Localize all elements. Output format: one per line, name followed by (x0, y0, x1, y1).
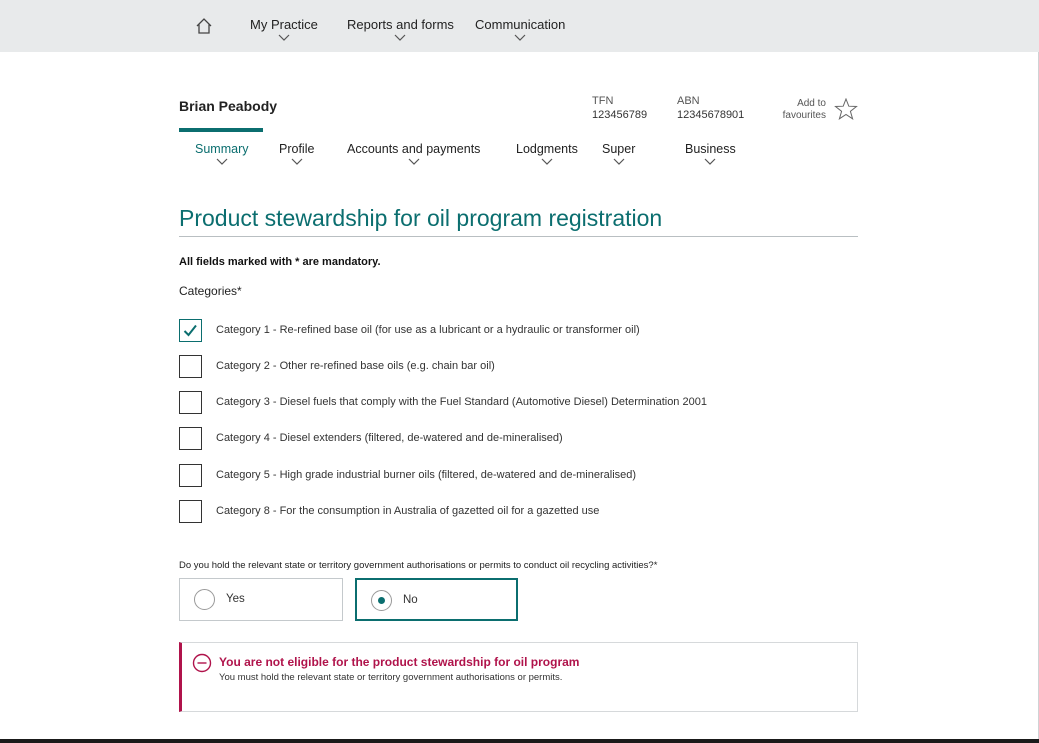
radio-yes-circle (194, 589, 215, 610)
category-option (179, 464, 859, 488)
star-icon (834, 98, 858, 120)
nav-communication-label: Communication (475, 17, 566, 32)
tab-profile[interactable] (279, 142, 314, 165)
client-name: Brian Peabody (179, 98, 278, 114)
nav-my-practice-label: My Practice (250, 17, 318, 32)
nav-communication[interactable] (475, 17, 565, 41)
favourites-label (783, 98, 826, 122)
chevron-down-icon (408, 158, 420, 165)
checkmark-icon (180, 320, 201, 341)
radio-selected-dot (378, 597, 385, 604)
tab-summary-label: Summary (195, 142, 249, 156)
top-navigation (0, 0, 1039, 52)
add-to-favourites-button[interactable] (780, 98, 860, 124)
tfn-block (592, 94, 647, 122)
category-5-checkbox[interactable] (179, 464, 202, 487)
eligibility-error-alert (179, 642, 858, 712)
home-icon[interactable] (194, 16, 214, 36)
tab-profile-label: Profile (279, 142, 315, 156)
tab-accounts-and-payments[interactable] (347, 142, 480, 165)
category-option (179, 355, 859, 379)
chevron-down-icon (613, 158, 625, 165)
category-5-label: Category 5 - High grade industrial burner oils (filtered, de-watered and de-mineralised) (216, 469, 637, 481)
chevron-down-icon (394, 34, 406, 41)
nav-reports-and-forms[interactable] (347, 17, 454, 41)
abn-label: ABN (677, 95, 700, 107)
tfn-value: 123456789 (592, 109, 648, 121)
favourites-label-line2: favourites (782, 110, 826, 121)
title-divider (179, 236, 858, 237)
tab-lodgments-label: Lodgments (516, 142, 578, 156)
category-8-checkbox[interactable] (179, 500, 202, 523)
category-8-label: Category 8 - For the consumption in Australia of gazetted oil for a gazetted use (216, 505, 600, 517)
nav-reports-and-forms-label: Reports and forms (347, 17, 454, 32)
minus-circle-icon (192, 653, 212, 673)
category-option (179, 391, 859, 415)
nav-my-practice[interactable] (250, 17, 318, 41)
category-2-checkbox[interactable] (179, 355, 202, 378)
categories-label: Categories* (179, 284, 242, 298)
page-title: Product stewardship for oil program registration (179, 205, 663, 231)
category-1-checkbox[interactable] (179, 319, 202, 342)
abn-value: 12345678901 (677, 109, 745, 121)
favourites-label-line1: Add to (797, 98, 826, 109)
active-tab-indicator (179, 128, 263, 132)
tab-summary[interactable] (195, 142, 248, 165)
chevron-down-icon (704, 158, 716, 165)
tab-lodgments[interactable] (516, 142, 578, 165)
category-3-label: Category 3 - Diesel fuels that comply with the Fuel Standard (Automotive Diesel) Determination 2001 (216, 396, 707, 408)
abn-block (677, 94, 744, 122)
category-option (179, 319, 859, 343)
permits-question: Do you hold the relevant state or territory government authorisations or permits to conduct oil recycling activities?* (179, 560, 658, 571)
chevron-down-icon (541, 158, 553, 165)
chevron-down-icon (216, 158, 228, 165)
category-4-label: Category 4 - Diesel extenders (filtered, de-watered and de-mineralised) (216, 432, 563, 444)
tab-accounts-and-payments-label: Accounts and payments (347, 142, 481, 156)
radio-option-yes[interactable] (179, 578, 343, 621)
radio-no-circle (371, 590, 392, 611)
radio-option-no[interactable] (355, 578, 518, 621)
category-3-checkbox[interactable] (179, 391, 202, 414)
chevron-down-icon (278, 34, 290, 41)
tfn-label: TFN (592, 95, 614, 107)
radio-no-label: No (403, 594, 418, 606)
mandatory-note: All fields marked with * are mandatory. (179, 256, 381, 268)
bottom-edge (0, 739, 1039, 743)
tab-super-label: Super (602, 142, 636, 156)
chevron-down-icon (514, 34, 526, 41)
category-option (179, 500, 859, 524)
alert-title: You are not eligible for the product stewardship for oil program (219, 655, 580, 669)
radio-yes-label: Yes (226, 593, 245, 605)
tab-business[interactable] (685, 142, 736, 165)
category-1-label: Category 1 - Re-refined base oil (for use as a lubricant or a hydraulic or transformer oil) (216, 324, 640, 336)
category-option (179, 427, 859, 451)
tab-business-label: Business (685, 142, 736, 156)
tab-super[interactable] (602, 142, 635, 165)
category-2-label: Category 2 - Other re-refined base oils (e.g. chain bar oil) (216, 360, 495, 372)
chevron-down-icon (291, 158, 303, 165)
alert-body: You must hold the relevant state or territory government authorisations or permits. (219, 672, 563, 683)
category-4-checkbox[interactable] (179, 427, 202, 450)
